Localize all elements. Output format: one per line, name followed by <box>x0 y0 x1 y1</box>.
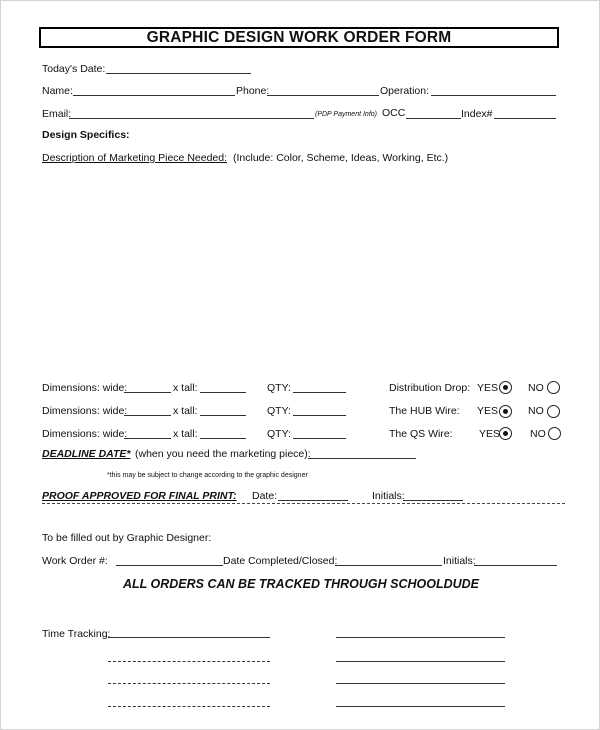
dimensions-tall-label: x tall: <box>173 405 198 417</box>
description-hint: (Include: Color, Scheme, Ideas, Working, Etc.) <box>233 152 449 164</box>
date-completed-field[interactable] <box>335 565 442 566</box>
work-order-field[interactable] <box>116 565 223 566</box>
designer-initials-field[interactable] <box>474 565 557 566</box>
yes-label: YES <box>479 428 501 440</box>
proof-date-field[interactable] <box>278 500 348 501</box>
work-order-label: Work Order #: <box>42 555 108 567</box>
tracking-banner: ALL ORDERS CAN BE TRACKED THROUGH SCHOOLDUDE <box>122 577 480 591</box>
dimensions-wide-field[interactable] <box>124 415 171 416</box>
time-tracking-field[interactable] <box>336 661 505 662</box>
dimensions-tall-field[interactable] <box>200 415 246 416</box>
operation-field[interactable] <box>431 95 556 96</box>
dimensions-tall-field[interactable] <box>200 438 246 439</box>
proof-initials-field[interactable] <box>403 500 463 501</box>
occ-label: OCC <box>382 107 406 119</box>
qs-wire-yes-radio[interactable] <box>499 427 512 440</box>
proof-date-label: Date: <box>252 490 278 502</box>
phone-label: Phone: <box>236 85 270 97</box>
name-field[interactable] <box>73 95 235 96</box>
time-tracking-field[interactable] <box>108 637 270 638</box>
deadline-note: *this may be subject to change according to the graphic designer <box>107 472 308 479</box>
qty-field[interactable] <box>293 438 346 439</box>
qty-field[interactable] <box>293 415 346 416</box>
time-tracking-field[interactable] <box>336 637 505 638</box>
no-label: NO <box>528 382 544 394</box>
time-tracking-field[interactable] <box>108 706 270 707</box>
operation-label: Operation: <box>380 85 430 97</box>
index-field[interactable] <box>494 118 556 119</box>
index-label: Index# <box>461 108 493 120</box>
proof-approved-label: PROOF APPROVED FOR FINAL PRINT: <box>42 490 237 502</box>
dimensions-tall-label: x tall: <box>173 428 198 440</box>
designer-section-label: To be filled out by Graphic Designer: <box>42 532 212 544</box>
name-label: Name: <box>42 85 73 97</box>
distribution-drop-label: Distribution Drop: <box>389 382 471 394</box>
hub-wire-yes-radio[interactable] <box>499 405 512 418</box>
todays-date-field[interactable] <box>106 73 251 74</box>
qty-label: QTY: <box>267 405 291 417</box>
qty-field[interactable] <box>293 392 346 393</box>
deadline-hint: (when you need the marketing piece): <box>135 448 311 460</box>
qs-wire-label: The QS Wire: <box>389 428 453 440</box>
qs-wire-no-radio[interactable] <box>548 427 561 440</box>
dimensions-tall-field[interactable] <box>200 392 246 393</box>
time-tracking-field[interactable] <box>108 661 270 662</box>
section-divider <box>42 503 565 504</box>
hub-wire-label: The HUB Wire: <box>389 405 460 417</box>
no-label: NO <box>528 405 544 417</box>
description-area[interactable] <box>42 169 557 369</box>
phone-field[interactable] <box>267 95 379 96</box>
email-label: Email: <box>42 108 72 120</box>
dimensions-wide-field[interactable] <box>124 438 171 439</box>
date-completed-label: Date Completed/Closed: <box>223 555 338 567</box>
distribution-drop-yes-radio[interactable] <box>499 381 512 394</box>
qty-label: QTY: <box>267 382 291 394</box>
description-label: Description of Marketing Piece Needed: <box>42 152 228 164</box>
qty-label: QTY: <box>267 428 291 440</box>
deadline-date-field[interactable] <box>308 458 416 459</box>
dimensions-wide-field[interactable] <box>124 392 171 393</box>
yes-label: YES <box>477 382 499 394</box>
distribution-drop-no-radio[interactable] <box>547 381 560 394</box>
email-field[interactable] <box>69 118 314 119</box>
yes-label: YES <box>477 405 499 417</box>
design-specifics-heading: Design Specifics: <box>42 129 130 141</box>
form-title: GRAPHIC DESIGN WORK ORDER FORM <box>39 27 559 48</box>
deadline-label: DEADLINE DATE* <box>42 448 131 460</box>
designer-initials-label: Initials: <box>443 555 476 567</box>
dimensions-wide-label: Dimensions: wide: <box>42 405 128 417</box>
time-tracking-field[interactable] <box>336 683 505 684</box>
pdp-payment-note: (PDP Payment Info) <box>315 111 377 118</box>
todays-date-label: Today's Date: <box>42 63 106 75</box>
hub-wire-no-radio[interactable] <box>547 405 560 418</box>
time-tracking-field[interactable] <box>108 683 270 684</box>
no-label: NO <box>530 428 546 440</box>
occ-field[interactable] <box>406 118 461 119</box>
time-tracking-field[interactable] <box>336 706 505 707</box>
dimensions-wide-label: Dimensions: wide: <box>42 382 128 394</box>
proof-initials-label: Initials: <box>372 490 405 502</box>
dimensions-wide-label: Dimensions: wide: <box>42 428 128 440</box>
dimensions-tall-label: x tall: <box>173 382 198 394</box>
time-tracking-label: Time Tracking: <box>42 628 111 640</box>
